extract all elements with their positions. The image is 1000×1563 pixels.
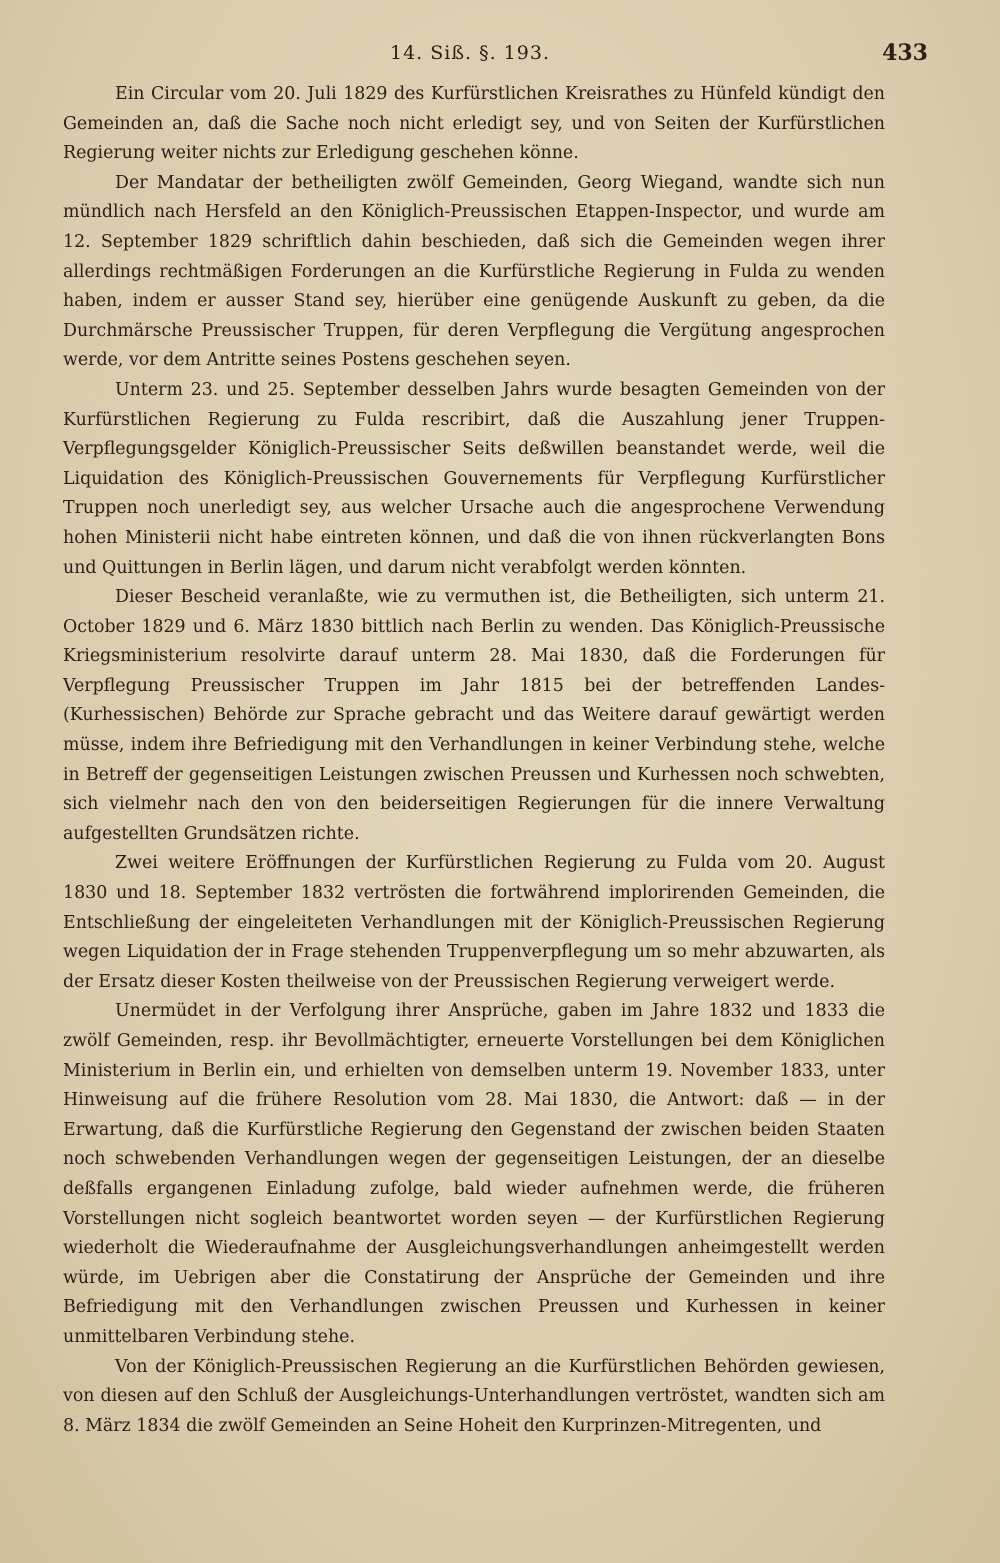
paragraph: Zwei weitere Eröffnungen der Kurfürstlichen Regierung zu Fulda vom 20. August 1830 und 18. September 1832 vertrösten die fortwährend implorirenden Gemeinden, die Entschließung der eingeleiteten Verhandlungen mit der Königlich-Preussischen Regierung wegen Liquidation der in Frage stehenden Truppenverpflegung um so mehr abzuwarten, als der Ersatz dieser Kosten theilweise von der Preussischen Regierung verweigert werde.: [63, 853, 885, 992]
paragraph: Ein Circular vom 20. Juli 1829 des Kurfürstlichen Kreisrathes zu Hünfeld kündigt den Gemeinden an, daß die Sache noch nicht erledigt sey, und von Seiten der Kurfürstlichen Regierung weiter nichts zur Erledigung geschehen könne.: [63, 84, 885, 164]
paragraph: Unermüdet in der Verfolgung ihrer Ansprüche, gaben im Jahre 1832 und 1833 die zwölf Gemeinden, resp. ihr Bevollmächtigter, erneuerte Vorstellungen bei dem Königlichen Ministerium in Berlin ein, und erhielten von demselben unterm 19. November 1833, unter Hinweisung auf die frühere Resolution vom 28. Mai 1830, die Antwort: daß — in der Erwartung, daß die Kurfürstliche Regierung den Gegenstand der zwischen beiden Staaten noch schwebenden Verhandlungen wegen der gegenseitigen Leistungen, der an dieselbe deßfalls ergangenen Einladung zufolge, bald wieder aufnehmen werde, die früheren Vorstellungen nicht sogleich beantwortet worden seyen — der Kurfürstlichen Regierung wiederholt die Wiederaufnahme der Ausgleichungsverhandlungen anheimgestellt werden würde, im Uebrigen aber die Constatirung der Ansprüche der Gemeinden und ihre Befriedigung mit den Verhandlungen zwischen Preussen und Kurhessen in keiner unmittelbaren Verbindung stehe.: [63, 1001, 885, 1347]
paragraph: Von der Königlich-Preussischen Regierung an die Kurfürstlichen Behörden gewiesen, von diesen auf den Schluß der Ausgleichungs-Unterhandlungen vertröstet, wandten sich am 8. März 1834 die zwölf Gemeinden an Seine Hoheit den Kurprinzen-Mitregenten, und: [63, 1356, 885, 1436]
page-number: 433: [882, 40, 928, 66]
body-text: [63, 80, 885, 1441]
running-title: 14. Siß. §. 193.: [389, 42, 550, 64]
paragraph: Dieser Bescheid veranlaßte, wie zu vermuthen ist, die Betheiligten, sich unterm 21. October 1829 und 6. März 1830 bittlich nach Berlin zu wenden. Das Königlich-Preussische Kriegsministerium resolvirte darauf unterm 28. Mai 1830, daß die Forderungen für Verpflegung Preussischer Truppen im Jahr 1815 bei der betreffenden Landes- (Kurhessischen) Behörde zur Sprache gebracht und das Weitere darauf gewärtigt werden müsse, indem ihre Befriedigung mit den Verhandlungen in keiner Verbindung stehe, welche in Betreff der gegenseitigen Leistungen zwischen Preussen und Kurhessen noch schwebten, sich vielmehr nach den von den beiderseitigen Regierungen für die innere Verwaltung aufgestellten Grundsätzen richte.: [63, 587, 885, 844]
page-header: [60, 36, 928, 76]
paragraph: Der Mandatar der betheiligten zwölf Gemeinden, Georg Wiegand, wandte sich nun mündlich nach Hersfeld an den Königlich-Preussischen Etappen-Inspector, und wurde am 12. September 1829 schriftlich dahin beschieden, daß sich die Gemeinden wegen ihrer allerdings rechtmäßigen Forderungen an die Kurfürstliche Regierung in Fulda zu wenden haben, indem er ausser Stand sey, hierüber eine genügende Auskunft zu geben, da die Durchmärsche Preussischer Truppen, für deren Verpflegung die Vergütung angesprochen werde, vor dem Antritte seines Postens geschehen seyen.: [63, 172, 885, 371]
paragraph: Unterm 23. und 25. September desselben Jahrs wurde besagten Gemeinden von der Kurfürstlichen Regierung zu Fulda rescribirt, daß die Auszahlung jener Truppen-Verpflegungsgelder Königlich-Preussischer Seits deßwillen beanstandet werde, weil die Liquidation des Königlich-Preussischen Gouvernements für Verpflegung Kurfürstlicher Truppen noch unerledigt sey, aus welcher Ursache auch die angesprochene Verwendung hohen Ministerii nicht habe eintreten können, und daß die von ihnen rückverlangten Bons und Quittungen in Berlin lägen, und darum nicht verabfolgt werden könnten.: [63, 379, 885, 578]
